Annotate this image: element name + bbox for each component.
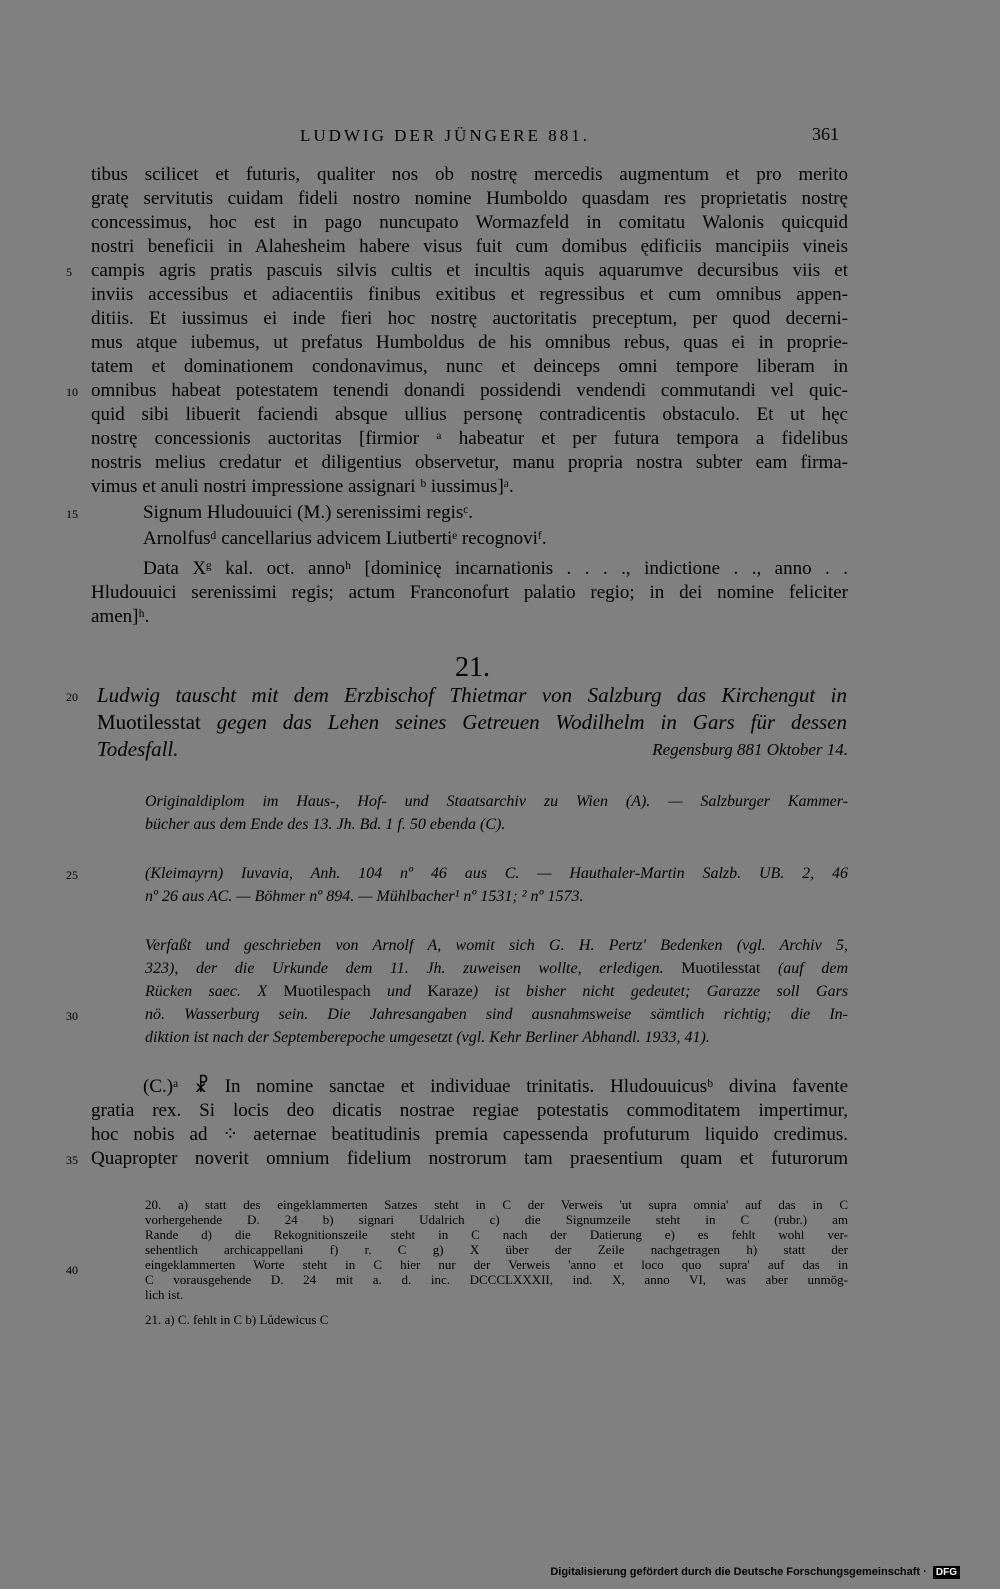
note-line: diktion ist nach der Septemberepoche umgesetzt (vgl. Kehr Berliner Abhandl. 1933, 41).	[145, 1029, 710, 1046]
doc20-line: ditiis. Et iussimus ei inde fieri hoc nostrę auctoritatis preceptum, per quod decerni-	[91, 308, 848, 329]
page-number: 361	[812, 124, 839, 144]
doc20-dating-line: amen]ʰ.	[91, 606, 150, 627]
footnote-line: 20. a) statt des eingeklammerten Satzes steht in C der Verweis 'ut supra omnia' auf das in C	[145, 1197, 848, 1212]
footnote-line: C vorausgehende D. 24 mit a. d. inc. DCCCLXXXII, ind. X, anno VI, was aber unmög-	[145, 1272, 848, 1287]
doc20-line: quid sibi libuerit faciendi absque ullius personę contradicentis obstaculo. Et ut hęc	[91, 404, 848, 425]
doc20-line: campis agris pratis pascuis silvis cultis et incultis aquis aquarumve decursibus viis et	[91, 260, 848, 281]
document-number: 21.	[455, 652, 490, 683]
doc20-line: nostris melius credatur et diligentius observetur, manu propria nostra subter eam firma-	[91, 452, 848, 473]
running-title: LUDWIG DER JÜNGERE 881.	[300, 126, 590, 145]
note-line: bücher aus dem Ende des 13. Jh. Bd. 1 f. 50 ebenda (C).	[145, 816, 506, 833]
doc20-line: concessimus, hoc est in pago nuncupato Wormazfeld in comitatu Walonis quicquid	[91, 212, 848, 233]
doc20-dating-line: Data Xᵍ kal. oct. annoʰ [dominicę incarnationis . . . ., indictione . ., anno . .	[143, 558, 848, 579]
regest-line: Ludwig tauscht mit dem Erzbischof Thietmar von Salzburg das Kirchengut in	[97, 683, 847, 707]
doc21-text-line: Quapropter noverit omnium fidelium nostrorum tam praesentium quam et futurorum	[91, 1148, 848, 1169]
line-number: 5	[66, 265, 72, 279]
doc21-text-line: hoc nobis ad ⁘ aeternae beatitudinis premia capessenda profuturum liquido credimus.	[91, 1124, 848, 1145]
regest-line: Todesfall.	[97, 737, 179, 761]
note-place: Muotilesstat	[681, 960, 761, 977]
note-place: Muotilespach	[283, 983, 371, 1000]
footnote-line: 21. a) C. fehlt in C b) Lůdewicus C	[145, 1312, 329, 1327]
footnote-line: sehentlich archicappellani f) r. C g) X über der Zeile nachgetragen h) statt der	[145, 1242, 848, 1257]
note-text: Rücken saec. X	[145, 983, 268, 1000]
doc20-line: tibus scilicet et futuris, qualiter nos ob nostrę mercedis augmentum et pro merito	[91, 164, 848, 185]
note-line: Verfaßt und geschrieben von Arnolf A, womit sich G. H. Pertz' Bedenken (vgl. Archiv 5,	[145, 937, 848, 954]
doc20-line: tatem et dominationem condonavimus, nunc et deinceps omni tempore liberam in	[91, 356, 848, 377]
doc20-line: gratę servitutis cuidam fideli nostro nomine Humboldo quasdam res proprietatis nostrę	[91, 188, 848, 209]
doc21-text-line: (C.)ᵃ ☧ In nomine sanctae et individuae trinitatis. Hludouuicusᵇ divina favente	[143, 1076, 848, 1097]
doc20-line: omnibus habeat potestatem tenendi donandi possidendi vendendi commutandi vel quic-	[91, 380, 848, 401]
note-text: (auf dem	[777, 960, 849, 977]
doc20-line: inviis accessibus et adiacentiis finibus exitibus et regressibus et cum omnibus appen-	[91, 284, 848, 305]
footnote-line: vorhergehende D. 24 b) signari Udalrich c) die Signumzeile steht in C (rubr.) am	[145, 1212, 848, 1227]
doc20-line: vimus et anuli nostri impressione assignari ᵇ iussimus]ᵃ.	[91, 476, 514, 497]
note-line	[145, 957, 848, 980]
footnote-line: Rande d) die Rekognitionszeile steht in C nach der Datierung e) es fehlt wohl ver-	[145, 1227, 848, 1242]
note-text: ) ist bisher nicht gedeutet; Garazze soll Gars	[472, 983, 849, 1000]
line-number: 10	[66, 385, 78, 399]
line-number: 15	[66, 507, 78, 521]
note-line: Originaldiplom im Haus-, Hof- und Staatsarchiv zu Wien (A). — Salzburger Kammer-	[145, 793, 848, 810]
doc20-line: nostrę concessionis auctoritas [firmior ᵃ habeatur et per futura tempora a fidelibus	[91, 428, 848, 449]
note-line	[145, 980, 848, 1003]
line-number: 20	[66, 690, 78, 704]
regest-place: Muotilesstat	[97, 710, 201, 734]
line-number: 35	[66, 1153, 78, 1167]
note-line: nö. Wasserburg sein. Die Jahresangaben sind ausnahmsweise sämtlich richtig; die In-	[145, 1006, 848, 1023]
line-number: 25	[66, 868, 78, 882]
footnote-line: lich ist.	[145, 1287, 184, 1302]
doc20-recognition: Arnolfusᵈ cancellarius advicem Liutbertiᵉ recognoviᶠ.	[143, 528, 547, 549]
place-date: Regensburg 881 Oktober 14.	[652, 740, 848, 759]
note-text: 323), der die Urkunde dem 11. Jh. zuweisen wollte, erledigen.	[145, 960, 664, 977]
footnote-line: eingeklammerten Worte steht in C hier nur der Verweis 'anno et loco quo supra' auf das in	[145, 1257, 848, 1272]
note-place: Karaze	[427, 983, 473, 1000]
note-line: nº 26 aus AC. — Böhmer nº 894. — Mühlbacher¹ nº 1531; ² nº 1573.	[145, 888, 584, 905]
doc20-signum: Signum Hludouuici (M.) serenissimi regisᶜ.	[143, 502, 473, 523]
line-number: 40	[66, 1263, 78, 1277]
doc20-line: mus atque iubemus, ut prefatus Humboldus de his omnibus rebus, quas ei in proprie-	[91, 332, 848, 353]
line-number: 30	[66, 1009, 78, 1023]
dfg-logo: DFG	[933, 1566, 960, 1579]
regest-line	[97, 709, 847, 736]
note-text: und	[387, 983, 412, 1000]
digitization-credit: Digitalisierung gefördert durch die Deutsche Forschungsgemeinschaft · DFG	[550, 1566, 960, 1579]
doc20-dating-line: Hludouuici serenissimi regis; actum Franconofurt palatio regio; in dei nomine feliciter	[91, 582, 848, 603]
credit-text: Digitalisierung gefördert durch die Deutsche Forschungsgemeinschaft	[550, 1566, 921, 1578]
doc21-text-line: gratia rex. Si locis deo dicatis nostrae regiae potestatis commoditatem impertimur,	[91, 1100, 848, 1121]
doc20-line: nostri beneficii in Alahesheim habere visus fuit cum domibus ędificiis mancipiis vineis	[91, 236, 848, 257]
note-line: (Kleimayrn) Iuvavia, Anh. 104 nº 46 aus C. — Hauthaler-Martin Salzb. UB. 2, 46	[145, 865, 848, 882]
regest-line-text: gegen das Lehen seines Getreuen Wodilhelm in Gars für dessen	[216, 710, 847, 734]
